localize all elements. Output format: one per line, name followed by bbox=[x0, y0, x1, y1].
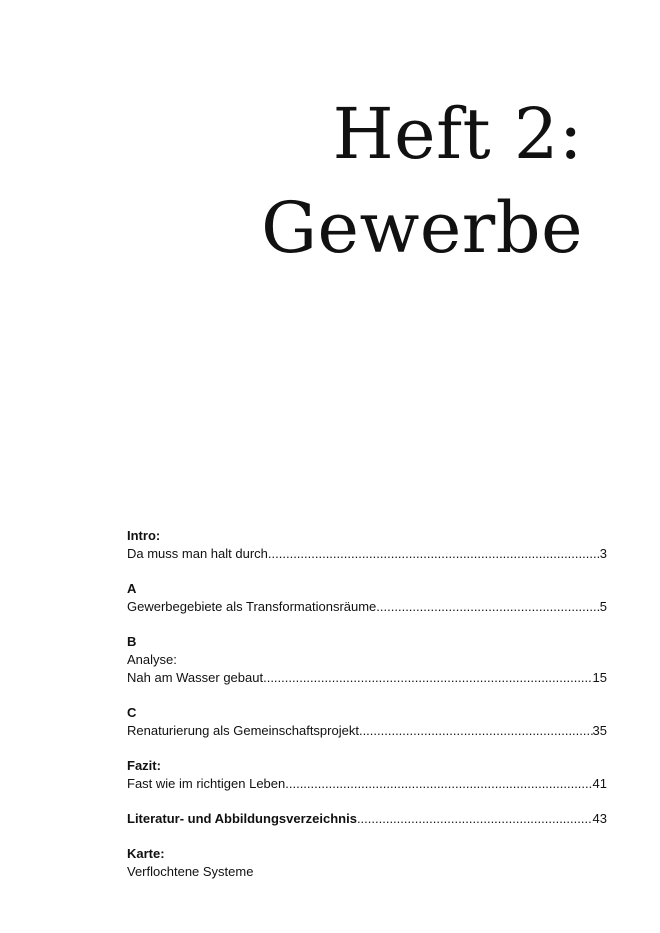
toc-page-number: 15 bbox=[592, 670, 607, 685]
toc-page-number: 5 bbox=[599, 599, 607, 614]
toc-heading-intro: Intro: bbox=[127, 528, 161, 543]
toc-page-number: 43 bbox=[592, 811, 607, 826]
toc-entry-c[interactable] bbox=[127, 722, 607, 740]
toc-leader-dots bbox=[376, 598, 599, 616]
toc-leader-dots bbox=[359, 722, 593, 740]
toc-leader-dots bbox=[285, 775, 592, 793]
toc-section-intro bbox=[127, 527, 607, 563]
toc-page-number: 35 bbox=[592, 723, 607, 738]
toc-section-literatur bbox=[127, 810, 607, 828]
toc-heading-karte: Karte: bbox=[127, 846, 165, 861]
toc-entry-b[interactable] bbox=[127, 669, 607, 687]
toc-section-fazit bbox=[127, 757, 607, 793]
toc-entry-label: Literatur- und Abbildungsverzeichnis bbox=[127, 811, 357, 826]
toc-entry-a[interactable] bbox=[127, 598, 607, 616]
toc-entry-label: Gewerbegebiete als Transformationsräume bbox=[127, 599, 377, 614]
toc-entry-label: Renaturierung als Gemeinschaftsprojekt bbox=[127, 723, 359, 738]
toc-entry-fazit[interactable] bbox=[127, 775, 607, 793]
toc-section-b bbox=[127, 633, 607, 687]
toc-section-c bbox=[127, 704, 607, 740]
toc-heading-a: A bbox=[127, 581, 137, 596]
toc-entry-label: Fast wie im richtigen Leben bbox=[127, 776, 286, 791]
toc-subheading-b: Analyse: bbox=[127, 652, 177, 667]
page-title bbox=[261, 87, 583, 275]
toc-heading-c: C bbox=[127, 705, 137, 720]
toc-heading-b: B bbox=[127, 634, 137, 649]
toc-leader-dots bbox=[268, 545, 600, 563]
toc-leader-dots bbox=[357, 810, 593, 828]
title-line-1: Heft 2: bbox=[332, 92, 583, 175]
table-of-contents bbox=[127, 527, 607, 898]
toc-entry-intro[interactable] bbox=[127, 545, 607, 563]
toc-section-a bbox=[127, 580, 607, 616]
toc-entry-label: Da muss man halt durch bbox=[127, 546, 268, 561]
toc-entry-karte[interactable]: Verflochtene Systeme bbox=[127, 864, 254, 879]
toc-entry-literatur[interactable] bbox=[127, 810, 607, 828]
toc-heading-fazit: Fazit: bbox=[127, 758, 161, 773]
toc-leader-dots bbox=[263, 669, 592, 687]
toc-section-karte bbox=[127, 845, 607, 881]
toc-page-number: 41 bbox=[592, 776, 607, 791]
title-line-2: Gewerbe bbox=[261, 186, 583, 269]
toc-entry-label: Nah am Wasser gebaut bbox=[127, 670, 264, 685]
toc-page-number: 3 bbox=[599, 546, 607, 561]
